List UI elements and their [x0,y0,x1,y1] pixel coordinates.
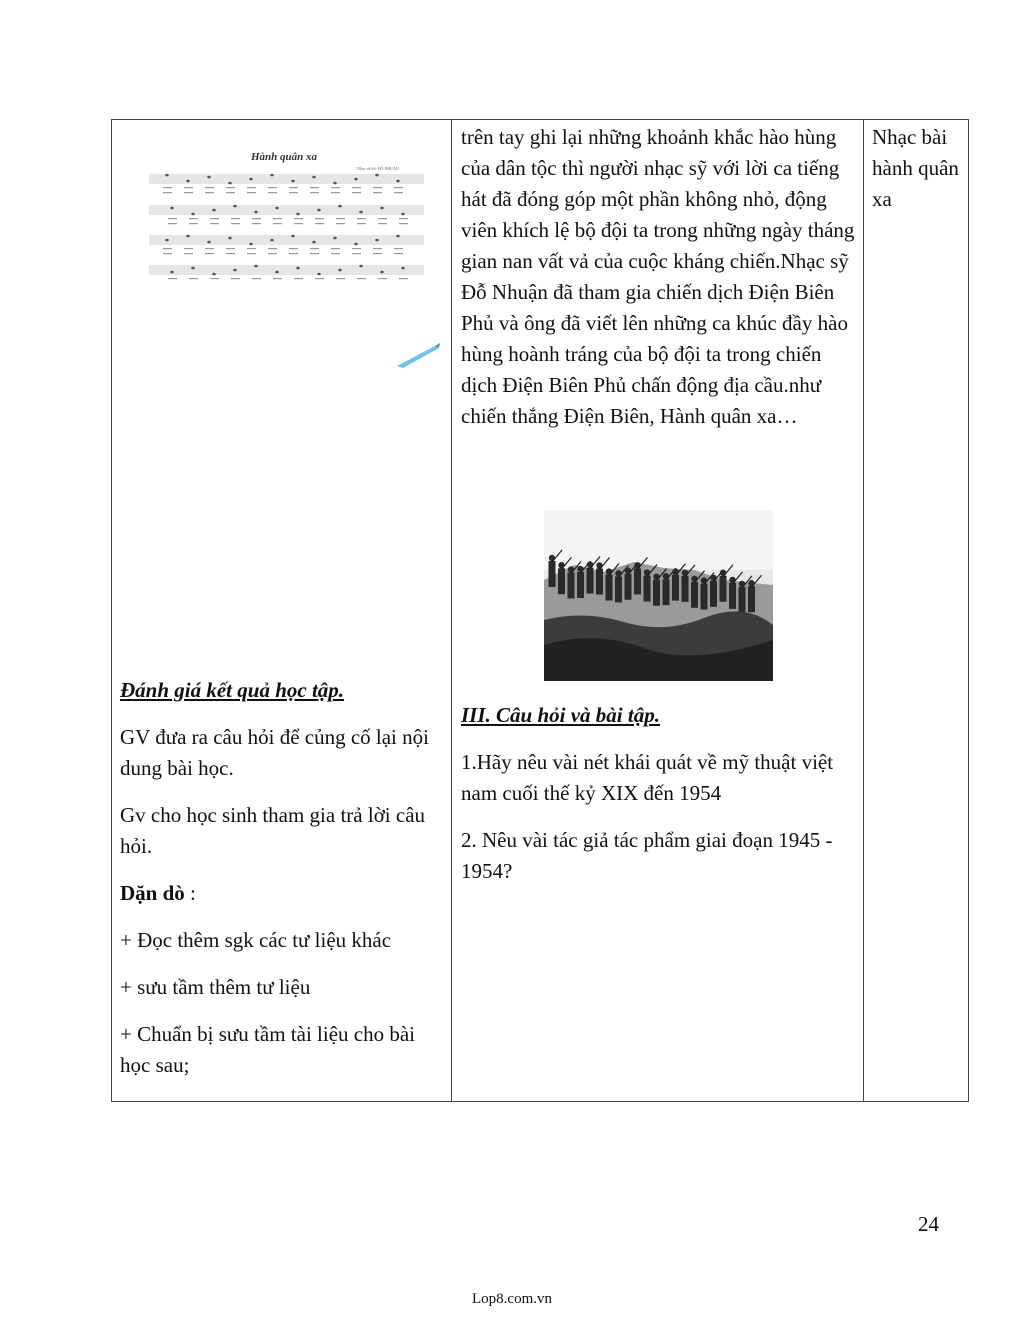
score-credit: Nhạc và lời: ĐỖ NHUẬN [357,166,399,171]
question-item: 2. Nêu vài tác giả tác phẩm giai đoạn 1945 - 1954? [461,828,833,883]
homework-line [120,878,440,909]
materials-text: Nhạc bài hành quân xa [872,125,959,211]
homework-label: Dặn dò [120,881,185,905]
assessment-heading: Đánh giá kết quả học tập. [120,678,345,702]
homework-item: + Đọc thêm sgk các tư liệu khác [120,928,392,952]
content-column [452,120,863,1101]
score-title: Hành quân xa [251,151,318,163]
questions-heading: III. Câu hỏi và bài tập. [461,703,660,727]
lesson-table [111,119,969,1102]
page-number: 24 [918,1212,939,1236]
materials-column [864,120,969,1101]
content-paragraph: trên tay ghi lại những khoảnh khắc hào hùng của dân tộc thì người nhạc sỹ với lời ca tiếng hát đã đóng góp một phần không nhỏ, động viên khích lệ bộ đội ta trong những ngày tháng gian nan vất vả của cuộc kháng chiến.Nhạc sỹ Đỗ Nhuận đã tham gia chiến dịch Điện Biên Phủ và ông đã viết lên những ca khúc đầy hào hùng hoành tráng của bộ đội ta trong chiến dịch Điện Biên Phủ chấn động địa cầu.như chiến thắng Điện Biên, Hành quân xa… [461,125,855,428]
sheet-music-image [139,140,429,280]
assessment-paragraph: GV đưa ra câu hỏi để củng cố lại nội dung bài học. [120,725,429,780]
questions-section [461,700,859,903]
pen-decoration-image [395,340,441,370]
assessment-paragraph: Gv cho học sinh tham gia trả lời câu hỏi. [120,803,426,858]
homework-item: + sưu tầm thêm tư liệu [120,975,311,999]
question-item: 1.Hãy nêu vài nét khái quát về mỹ thuật việt nam cuối thế kỷ XIX đến 1954 [461,750,834,805]
activity-column [112,120,451,1101]
footer-site: Lop8.com.vn [472,1291,552,1307]
homework-item: + Chuẩn bị sưu tầm tài liệu cho bài học sau; [120,1022,416,1077]
soldiers-march-photo [544,510,773,681]
assessment-section [120,675,440,1097]
homework-colon: : [184,881,196,905]
